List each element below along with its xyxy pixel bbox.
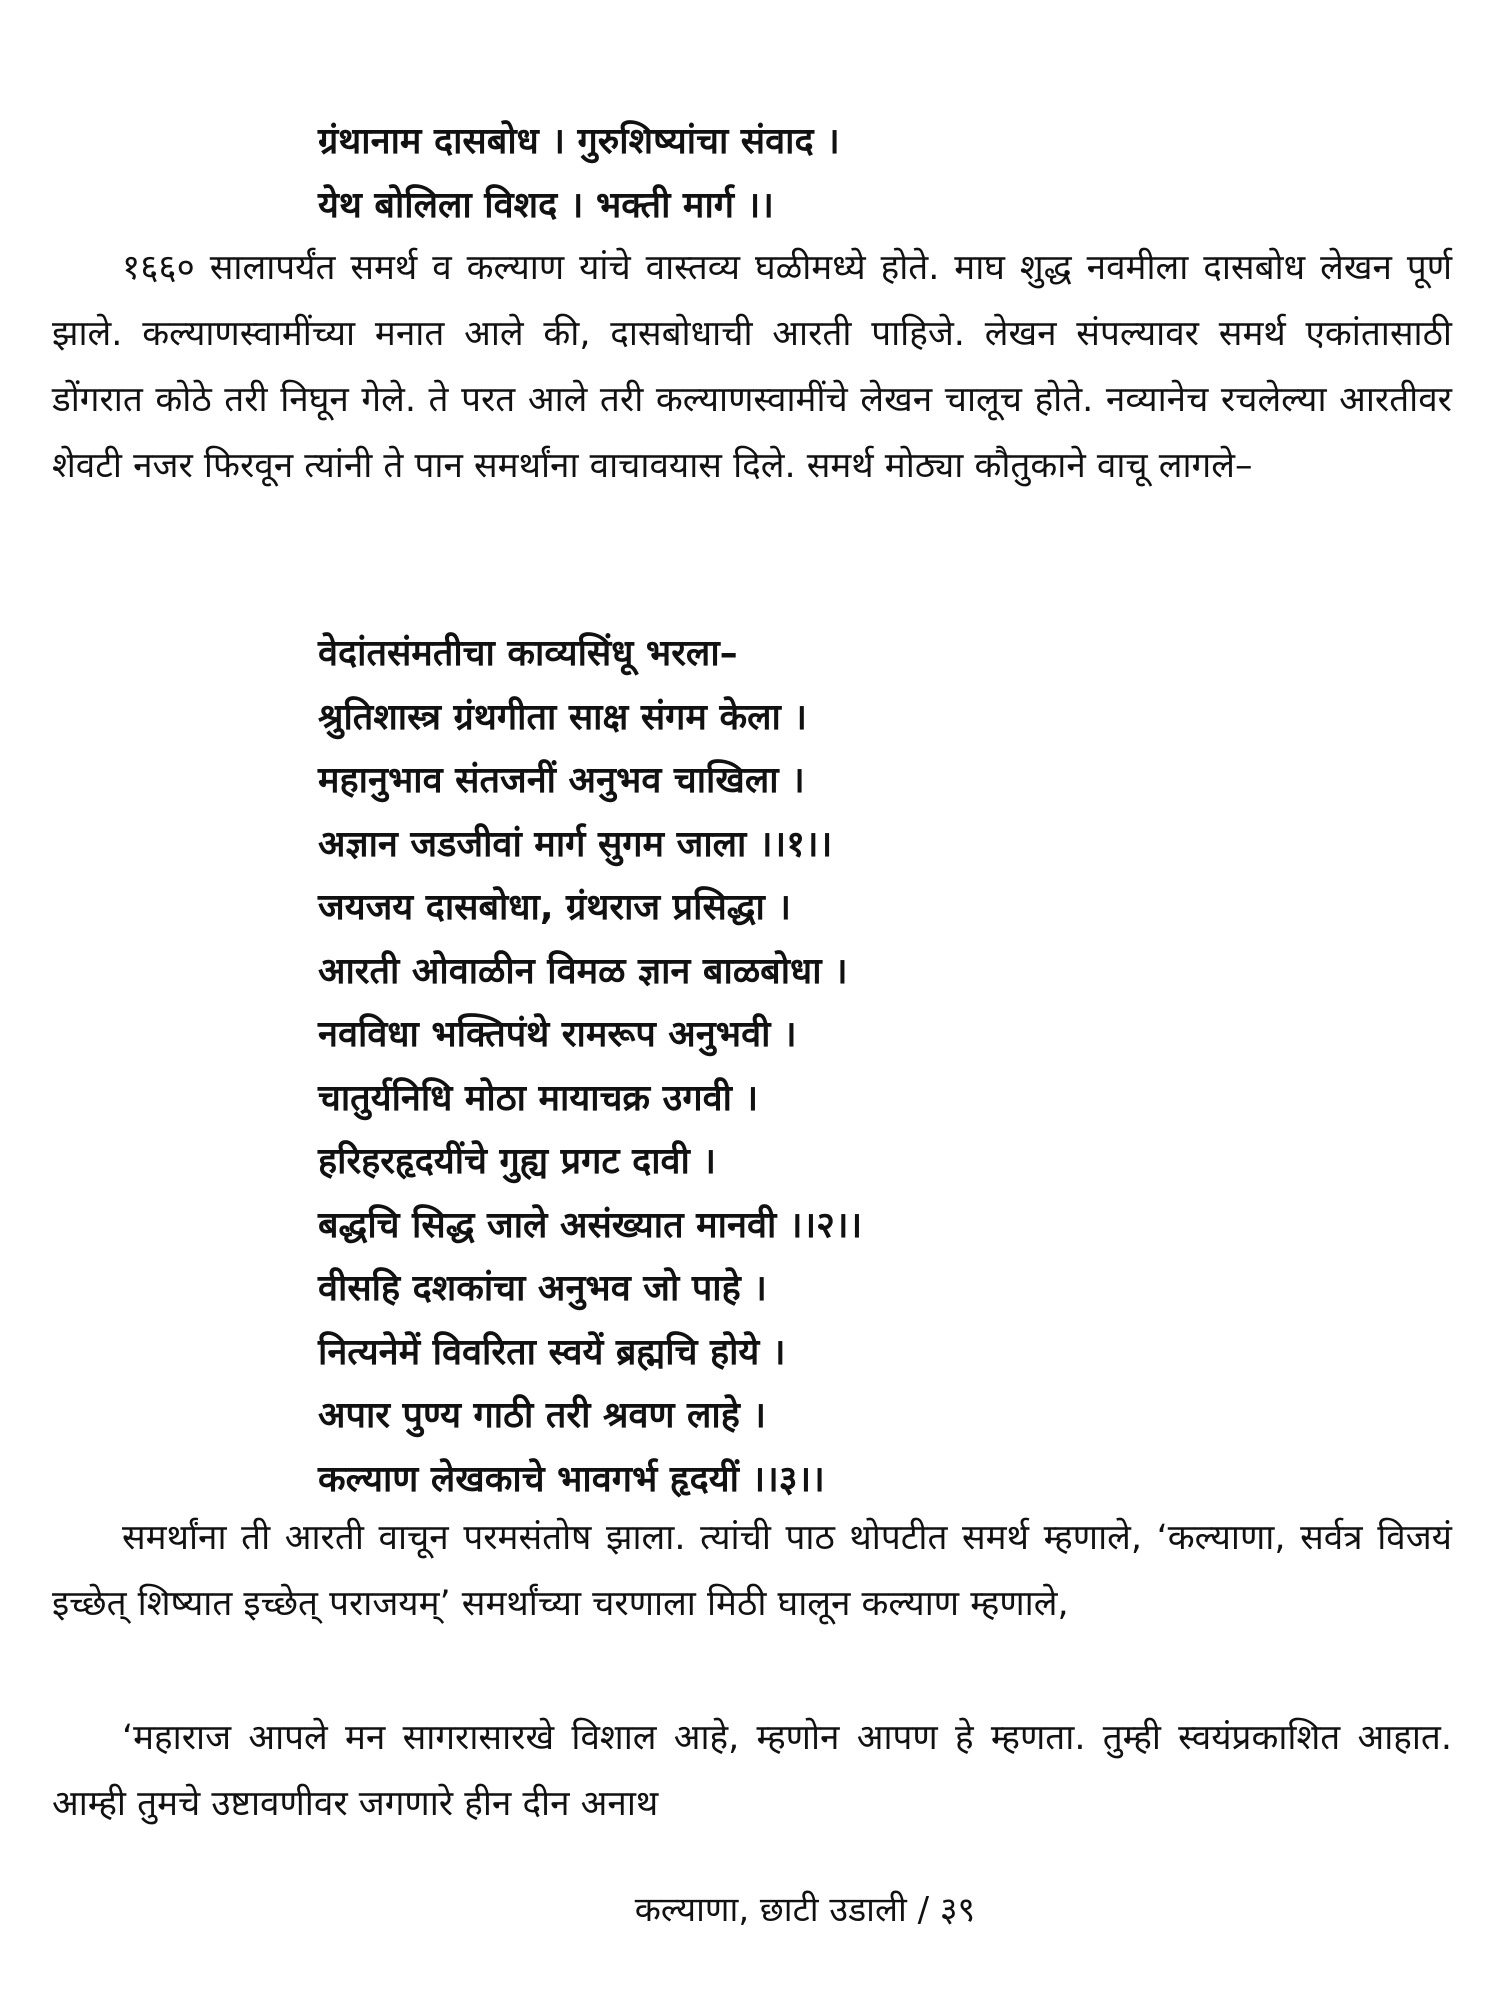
paragraph-1: १६६० सालापर्यंत समर्थ व कल्याण यांचे वास्तव्य घळीमध्ये होते. माघ शुद्ध नवमीला दासबोध लेखन पूर्ण झाले. कल्याणस्वामींच्या मनात आले की, दासबोधाची आरती पाहिजे. लेखन संपल्यावर समर्थ एकांतासाठी डोंगरात कोठे तरी निघून गेले. ते परत आले तरी कल्याणस्वामींचे लेखन चालूच होते. नव्यानेच रचलेल्या आरतीवर शेवटी नजर फिरवून त्यांनी ते पान समर्थांना वाचावयास दिले. समर्थ मोठ्या कौतुकाने वाचू लागले– bbox=[52, 248, 1452, 486]
page-footer: कल्याणा, छाटी उडाली / ३९ bbox=[634, 1890, 976, 1930]
aarti-line: नवविधा भक्तिपंथे रामरूप अनुभवी । bbox=[318, 1014, 797, 1055]
aarti-line: जयजय दासबोधा, ग्रंथराज प्रसिद्धा । bbox=[318, 887, 792, 928]
aarti-line: श्रुतिशास्त्र ग्रंथगीता साक्ष संगम केला । bbox=[318, 696, 808, 738]
aarti-line: महानुभाव संतजनीं अनुभव चाखिला । bbox=[318, 760, 805, 801]
aarti-line: कल्याण लेखकाचे भावगर्भ हृदयीं ।।३।। bbox=[318, 1458, 825, 1500]
aarti-line: बद्धचि सिद्ध जाले असंख्यात मानवी ।।२।। bbox=[318, 1204, 863, 1246]
aarti-line: अज्ञान जडजीवां मार्ग सुगम जाला ।।१।। bbox=[318, 823, 833, 865]
aarti-line: हरिहरहृदयींचे गुह्य प्रगट दावी । bbox=[318, 1141, 717, 1182]
aarti-line: नित्यनेमें विवरिता स्वयें ब्रह्मचि होये । bbox=[318, 1331, 786, 1373]
aarti-line: वेदांतसंमतीचा काव्यसिंधू भरला– bbox=[318, 633, 738, 674]
aarti-verse bbox=[318, 622, 862, 1511]
opening-verse bbox=[318, 110, 840, 238]
aarti-line: चातुर्यनिधि मोठा मायाचक्र उगवी । bbox=[318, 1077, 759, 1119]
aarti-line: वीसहि दशकांचा अनुभव जो पाहे । bbox=[318, 1268, 767, 1309]
paragraph-3: ‘महाराज आपले मन सागरासारखे विशाल आहे, म्हणोन आपण हे म्हणता. तुम्ही स्वयंप्रकाशित आहात. आम्ही तुमचे उष्टावणीवर जगणारे हीन दीन अनाथ bbox=[52, 1718, 1452, 1824]
aarti-line: आरती ओवाळीन विमळ ज्ञान बाळबोधा । bbox=[318, 950, 848, 992]
aarti-line: अपार पुण्य गाठी तरी श्रवण लाहे । bbox=[318, 1395, 767, 1436]
verse-line: ग्रंथानाम दासबोध । गुरुशिष्यांचा संवाद । bbox=[318, 121, 840, 162]
verse-line: येथ बोलिला विशद । भक्ती मार्ग ।। bbox=[318, 185, 774, 226]
paragraph-2: समर्थांना ती आरती वाचून परमसंतोष झाला. त्यांची पाठ थोपटीत समर्थ म्हणाले, ‘कल्याणा, सर्वत्र विजयं इच्छेत् शिष्यात इच्छेत् पराजयम्’ समर्थांच्या चरणाला मिठी घालून कल्याण म्हणाले, bbox=[52, 1518, 1452, 1624]
